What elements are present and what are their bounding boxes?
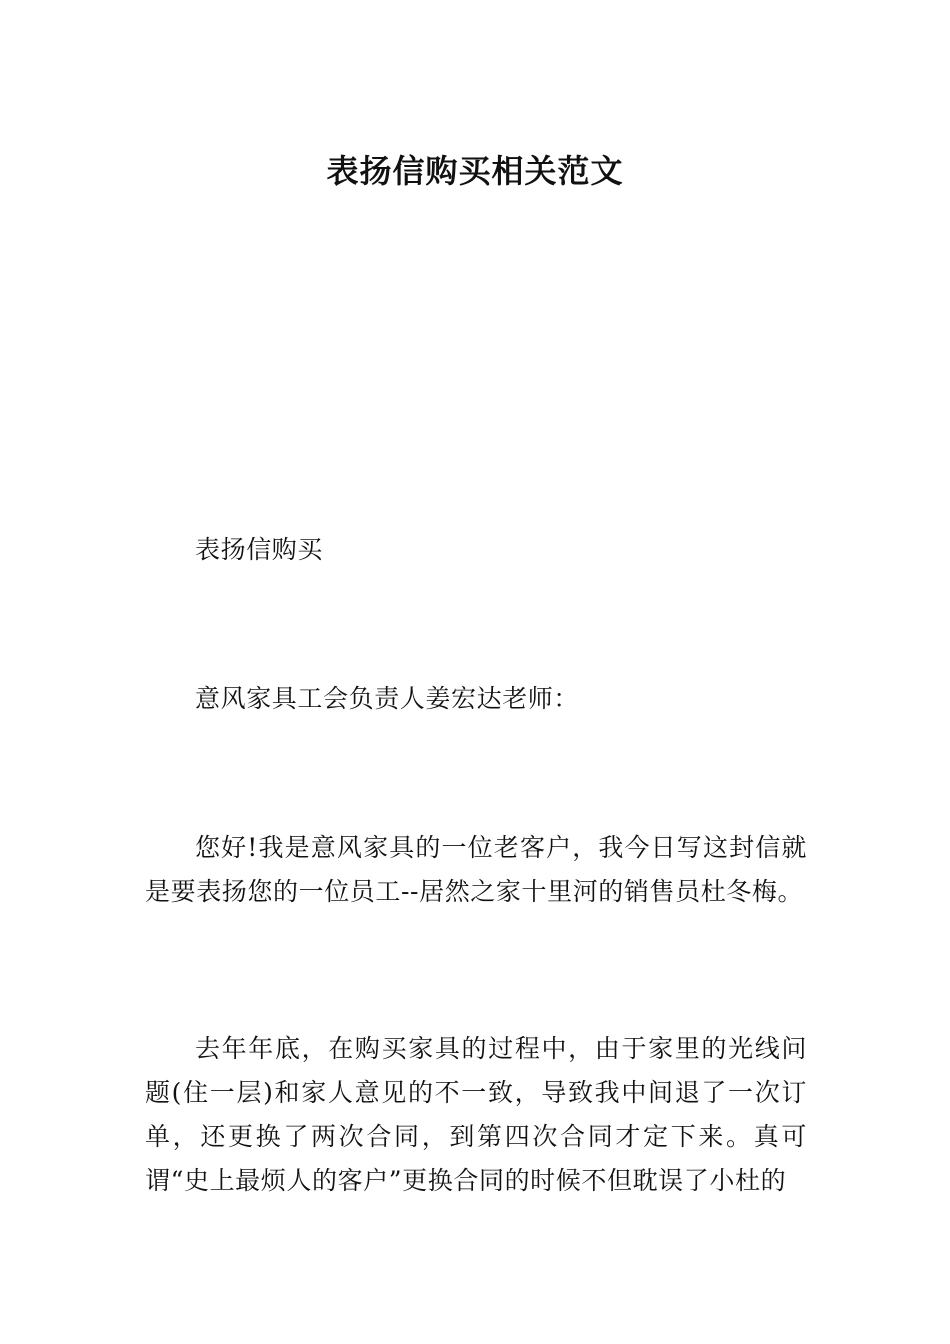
paragraph-salutation: 意风家具工会负责人姜宏达老师： xyxy=(195,684,580,713)
paragraph-heading: 表扬信购买 xyxy=(195,535,324,564)
document-title: 表扬信购买相关范文 xyxy=(326,152,624,191)
paragraph-greeting: 您好!我是意风家具的一位老客户，我今日写这封信就是要表扬您的一位员工--居然之家十里河的销售员杜冬梅。 xyxy=(145,833,807,906)
paragraph-body: 去年年底，在购买家具的过程中，由于家里的光线问题(住一层)和家人意见的不一致，导致我中间退了一次订单，还更换了两次合同，到第四次合同才定下来。真可谓“史上最烦人的客户”更换合同的时候不但耽误了小杜的 xyxy=(145,1034,807,1195)
